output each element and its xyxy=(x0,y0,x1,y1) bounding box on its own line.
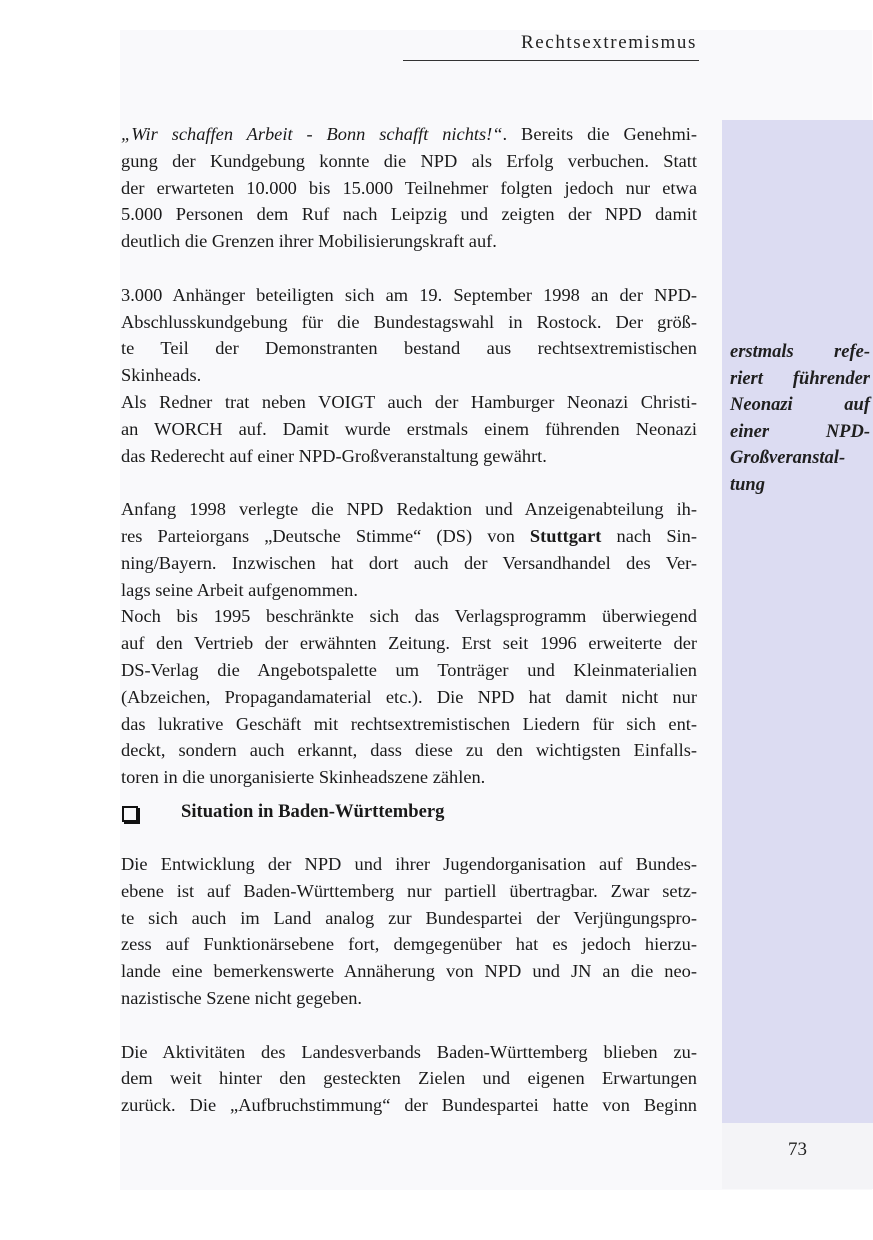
margin-note xyxy=(730,339,870,498)
text-line: toren in die unorganisierte Skinheadszene zählen. xyxy=(121,767,486,788)
paragraph-rostock xyxy=(121,282,697,389)
text-fragment: nach Sin- xyxy=(601,525,697,546)
running-header xyxy=(403,28,699,61)
section-title: Situation in Baden-Württemberg xyxy=(181,800,445,822)
text-line: an WORCH auf. Damit wurde erstmals einem führenden Neonazi xyxy=(121,418,697,439)
place-name-bold: Stuttgart xyxy=(529,525,602,546)
checkbox-bullet-icon xyxy=(122,806,138,822)
text-line: Die Aktivitäten des Landesverbands Baden-Württemberg blieben zu- xyxy=(121,1041,697,1062)
paragraph-leipzig xyxy=(121,121,697,255)
main-text xyxy=(121,121,697,1119)
page-number: 73 xyxy=(788,1139,807,1160)
text-line: 3.000 Anhänger beteiligten sich am 19. September 1998 an der NPD- xyxy=(121,284,697,305)
text-line: lags seine Arbeit aufgenommen. xyxy=(121,579,358,600)
margin-sidebar xyxy=(722,120,873,1123)
text-line: Die Entwicklung der NPD und ihrer Jugendorganisation auf Bundes- xyxy=(121,853,697,874)
paragraph-verlagsprogramm xyxy=(121,603,697,791)
margin-note-line: Großveranstal- xyxy=(730,448,846,468)
text-line: Als Redner trat neben VOIGT auch der Hamburger Neonazi Christi- xyxy=(121,391,697,412)
text-line xyxy=(121,523,697,550)
page-number-box xyxy=(722,1123,873,1189)
section-heading xyxy=(121,799,697,829)
paragraph-entwicklung xyxy=(121,851,697,1012)
text-line: das Rederecht auf einer NPD-Großveranstaltung gewährt. xyxy=(121,445,547,466)
text-line: auf den Vertrieb der erwähnten Zeitung. Erst seit 1996 erweiterte der xyxy=(121,633,697,654)
margin-note-line: riert führender xyxy=(730,368,870,389)
text-line: zess auf Funktionärsebene fort, demgegenüber hat es jedoch hierzu- xyxy=(121,934,697,955)
text-line: nazistische Szene nicht gegeben. xyxy=(121,987,363,1008)
text-line: Anfang 1998 verlegte die NPD Redaktion und Anzeigenabteilung ih- xyxy=(121,499,697,520)
margin-note-line: Neonazi auf xyxy=(730,395,870,415)
margin-note-line: einer NPD- xyxy=(730,421,870,442)
text-line: der erwarteten 10.000 bis 15.000 Teilnehmer folgten jedoch nur etwa xyxy=(121,177,697,198)
text-fragment: . Bereits die Genehmi- xyxy=(502,124,697,144)
text-line: Noch bis 1995 beschränkte sich das Verlagsprogramm überwiegend xyxy=(121,606,697,627)
paragraph-aktivitaeten xyxy=(121,1039,697,1119)
paragraph-redner xyxy=(121,389,697,469)
text-line: dem weit hinter den gesteckten Zielen und eigenen Erwartungen xyxy=(121,1068,697,1089)
text-line: DS-Verlag die Angebotspalette um Tonträger und Kleinmaterialien xyxy=(121,659,697,680)
text-fragment: res Parteiorgans „Deutsche Stimme“ (DS) von xyxy=(121,525,530,546)
text-line: 5.000 Personen dem Ruf nach Leipzig und zeigten der NPD damit xyxy=(121,204,697,225)
slogan-quote: „Wir schaffen Arbeit - Bonn schafft nichts!“ xyxy=(121,124,503,144)
text-line: deutlich die Grenzen ihrer Mobilisierungskraft auf. xyxy=(121,231,497,252)
text-line: deckt, sondern auch erkannt, dass diese zu den wichtigsten Einfalls- xyxy=(121,740,697,761)
text-line: zurück. Die „Aufbruchstimmung“ der Bundespartei hatte von Beginn xyxy=(121,1095,697,1116)
text-line: ebene ist auf Baden-Württemberg nur partiell übertragbar. Zwar setz- xyxy=(121,880,697,901)
text-line: das lukrative Geschäft mit rechtsextremistischen Liedern für sich ent- xyxy=(121,713,697,734)
text-line: te Teil der Demonstranten bestand aus rechtsextremistischen xyxy=(121,338,697,359)
header-title: Rechtsextremismus xyxy=(520,32,697,53)
margin-note-line: tung xyxy=(730,474,765,495)
margin-note-line: erstmals refe- xyxy=(730,342,870,362)
text-line: ning/Bayern. Inzwischen hat dort auch der Versandhandel des Ver- xyxy=(121,552,697,573)
text-line: gung der Kundgebung konnte die NPD als Erfolg verbuchen. Statt xyxy=(121,150,697,171)
text-line: lande eine bemerkenswerte Annäherung von NPD und JN an die neo- xyxy=(121,961,697,982)
text-line: Abschlusskundgebung für die Bundestagswahl in Rostock. Der größ- xyxy=(121,311,697,332)
paragraph-deutsche-stimme xyxy=(121,496,697,603)
text-line: Skinheads. xyxy=(121,365,202,386)
text-line xyxy=(121,121,697,148)
text-line: te sich auch im Land analog zur Bundespartei der Verjüngungspro- xyxy=(121,907,697,928)
text-line: (Abzeichen, Propagandamaterial etc.). Die NPD hat damit nicht nur xyxy=(121,686,697,707)
